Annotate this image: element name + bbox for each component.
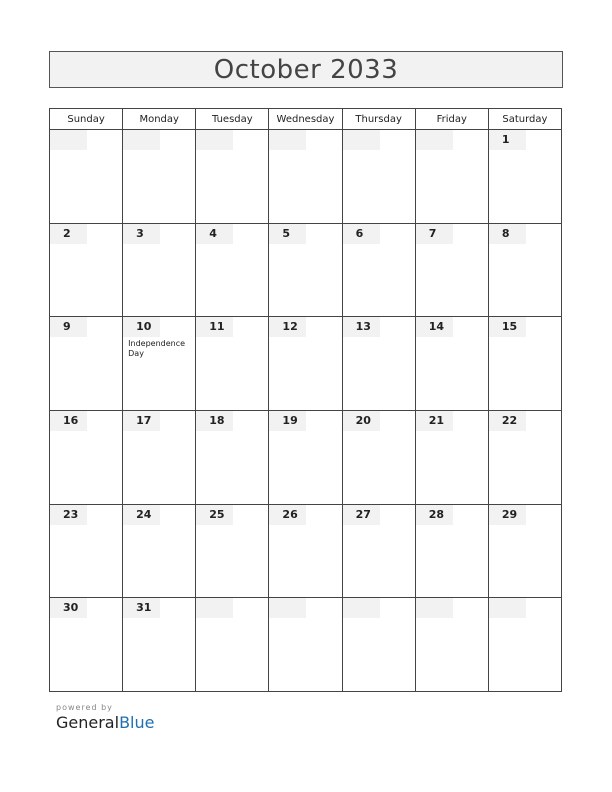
day-number: 25 [196, 505, 233, 525]
day-number: 2 [50, 224, 87, 244]
day-number-placeholder [196, 130, 233, 150]
day-number: 16 [50, 411, 87, 431]
day-cell-27 [343, 505, 416, 599]
day-number-placeholder [416, 598, 453, 618]
weekday-sunday: Sunday [50, 109, 123, 130]
weekday-saturday: Saturday [489, 109, 562, 130]
calendar-grid [49, 108, 562, 692]
day-cell-empty [50, 130, 123, 224]
day-number: 24 [123, 505, 160, 525]
day-number: 10 [123, 317, 160, 337]
day-cell-empty [196, 598, 269, 692]
brand-name-part1: General [56, 713, 120, 732]
day-number-placeholder [489, 598, 526, 618]
day-cell-1 [489, 130, 562, 224]
day-number: 20 [343, 411, 380, 431]
day-number: 5 [269, 224, 306, 244]
weekday-tuesday: Tuesday [196, 109, 269, 130]
day-number: 13 [343, 317, 380, 337]
day-cell-empty [416, 130, 489, 224]
holiday-label: Independence Day [128, 339, 186, 359]
day-cell-5 [269, 224, 342, 318]
day-number: 28 [416, 505, 453, 525]
day-cell-21 [416, 411, 489, 505]
day-cell-13 [343, 317, 416, 411]
day-cell-empty [489, 598, 562, 692]
calendar-title: October 2033 [49, 51, 563, 88]
day-number: 26 [269, 505, 306, 525]
day-number: 31 [123, 598, 160, 618]
day-cell-20 [343, 411, 416, 505]
day-cell-15 [489, 317, 562, 411]
day-cell-8 [489, 224, 562, 318]
brand-name-part2: Blue [119, 713, 155, 732]
day-number: 22 [489, 411, 526, 431]
day-cell-31 [123, 598, 196, 692]
day-cell-2 [50, 224, 123, 318]
day-number-placeholder [196, 598, 233, 618]
day-number: 8 [489, 224, 526, 244]
day-number-placeholder [269, 598, 306, 618]
day-number-placeholder [343, 598, 380, 618]
day-number: 19 [269, 411, 306, 431]
day-number: 7 [416, 224, 453, 244]
day-cell-22 [489, 411, 562, 505]
day-number: 15 [489, 317, 526, 337]
day-number-placeholder [416, 130, 453, 150]
day-number-placeholder [50, 130, 87, 150]
day-cell-23 [50, 505, 123, 599]
weekday-friday: Friday [416, 109, 489, 130]
day-cell-14 [416, 317, 489, 411]
day-number: 1 [489, 130, 526, 150]
weekday-thursday: Thursday [343, 109, 416, 130]
day-cell-25 [196, 505, 269, 599]
day-cell-12 [269, 317, 342, 411]
brand-logo[interactable] [56, 713, 154, 732]
day-number: 30 [50, 598, 87, 618]
day-cell-28 [416, 505, 489, 599]
day-cell-9 [50, 317, 123, 411]
day-number: 21 [416, 411, 453, 431]
day-number: 27 [343, 505, 380, 525]
day-cell-16 [50, 411, 123, 505]
day-cell-empty [196, 130, 269, 224]
day-cell-26 [269, 505, 342, 599]
day-cell-17 [123, 411, 196, 505]
day-number: 18 [196, 411, 233, 431]
day-number-placeholder [343, 130, 380, 150]
day-cell-11 [196, 317, 269, 411]
day-number: 17 [123, 411, 160, 431]
day-cell-empty [269, 598, 342, 692]
day-cell-29 [489, 505, 562, 599]
day-number: 29 [489, 505, 526, 525]
day-number-placeholder [123, 130, 160, 150]
day-number: 3 [123, 224, 160, 244]
day-number: 4 [196, 224, 233, 244]
day-number: 23 [50, 505, 87, 525]
day-cell-10 [123, 317, 196, 411]
day-cell-3 [123, 224, 196, 318]
day-cell-19 [269, 411, 342, 505]
day-cell-24 [123, 505, 196, 599]
day-number: 11 [196, 317, 233, 337]
day-cell-18 [196, 411, 269, 505]
day-cell-empty [343, 130, 416, 224]
weekday-wednesday: Wednesday [269, 109, 342, 130]
day-number: 9 [50, 317, 87, 337]
weekday-monday: Monday [123, 109, 196, 130]
day-number: 14 [416, 317, 453, 337]
day-number: 12 [269, 317, 306, 337]
day-cell-7 [416, 224, 489, 318]
day-number: 6 [343, 224, 380, 244]
day-cell-empty [269, 130, 342, 224]
day-cell-empty [123, 130, 196, 224]
day-cell-empty [343, 598, 416, 692]
day-number-placeholder [269, 130, 306, 150]
day-cell-4 [196, 224, 269, 318]
day-cell-6 [343, 224, 416, 318]
day-cell-30 [50, 598, 123, 692]
powered-by-text: powered by [56, 703, 113, 712]
footer-branding [56, 703, 154, 732]
day-cell-empty [416, 598, 489, 692]
